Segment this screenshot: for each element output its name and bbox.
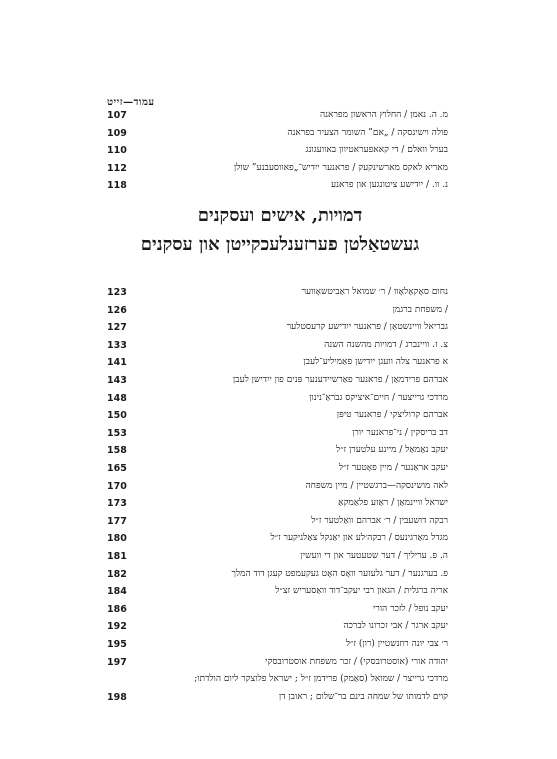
toc-entry-text: דב בריסקין / ני־פראנער יורן — [352, 427, 448, 438]
toc-page-number: 107 — [107, 110, 127, 121]
toc-entry — [107, 637, 448, 652]
toc-page-number: 110 — [107, 145, 127, 156]
toc-page-number: 181 — [107, 551, 127, 562]
toc-page-number: 158 — [107, 445, 127, 457]
toc-entry-text: יעקב נאַמאַל / מיינע עלטערן ז״ל — [336, 445, 448, 456]
toc-page-number: 153 — [107, 427, 127, 439]
toc-page-number: 177 — [107, 515, 127, 527]
toc-entry — [107, 178, 448, 193]
toc-entry-text: יעקב נופל / לזכר הורי — [372, 603, 448, 614]
toc-page-number: 184 — [107, 586, 127, 598]
toc-entry-text: מ. ה. נאמן / החלוץ הראשון מפראנה — [319, 110, 448, 120]
section-title-yiddish: געשטאַלטן פערזענלעכקייטן און עסקנים — [140, 234, 420, 255]
toc-page-number: 195 — [107, 639, 127, 650]
toc-entry — [107, 426, 448, 441]
toc-entry — [107, 391, 448, 406]
toc-page-number: 180 — [107, 533, 127, 545]
toc-entry — [107, 496, 448, 511]
toc-entry — [107, 619, 448, 634]
toc-page-number: 192 — [107, 621, 127, 633]
toc-entry-text: ה. פ. עריליך / דער שטעטער און די וועשין — [300, 551, 448, 561]
toc-entry-text: פולה וישינסקה / „אם” השומר הצעיר בפראנה — [287, 127, 448, 138]
toc-entry-text: אברהם קרוליצקי / פראנער טיפּן — [336, 410, 448, 421]
toc-entry — [107, 549, 448, 564]
toc-page-number: 165 — [107, 463, 127, 474]
toc-entry — [107, 514, 448, 529]
toc-entry-text: יעקב אראַנער / מיין פאָטער ז״ל — [338, 463, 448, 473]
toc-page-number: 127 — [107, 322, 127, 334]
toc-page-number: 143 — [107, 375, 127, 386]
toc-page-number: 112 — [107, 162, 127, 174]
toc-entry-text: בערל וואלם / די קאאפעראטיוון באוועגונג — [305, 145, 448, 155]
toc-page-number: 182 — [107, 568, 127, 580]
toc-entry — [107, 126, 448, 141]
toc-page-number: 150 — [107, 410, 127, 422]
toc-entry — [107, 655, 448, 670]
toc-entry-text: קוים לדמותו של שמחה בינם בר־שלום ; ראובן דן — [278, 691, 448, 702]
toc-page-number: 141 — [107, 357, 127, 369]
toc-entry-text: לאה מושינסקה—ברגשטיין / מיין משפּחה — [305, 480, 448, 491]
toc-entry — [107, 690, 448, 705]
toc-entry-text: יעקב ארגר / אבי זכרונו לברכה — [343, 621, 448, 632]
toc-entry — [107, 285, 448, 300]
toc-entry — [107, 584, 448, 599]
toc-entry-text: א פראנער צלה וועגן ייִדישן פאַמיליע־לעבן — [303, 357, 448, 368]
toc-entry — [107, 161, 448, 176]
toc-entry — [107, 303, 448, 318]
toc-page-number: 109 — [107, 127, 127, 139]
toc-entry — [107, 602, 448, 617]
toc-entry — [107, 443, 448, 458]
toc-entry-text: נחום סאָקאָלאָוו / ר׳ שמואל ראַביטשאָווער — [301, 287, 448, 297]
toc-page-number: 173 — [107, 498, 127, 510]
toc-entry — [107, 373, 448, 388]
toc-entry-text: רבקה דושעבין / ר׳ אברהם וואַלטער ז״ל — [311, 515, 448, 526]
toc-entry — [107, 143, 448, 158]
toc-entry — [107, 338, 448, 353]
toc-page-number: 123 — [107, 287, 127, 298]
section-title-hebrew: דמויות, אישים ועסקנים — [197, 205, 363, 226]
toc-entry-text: פ. בערגנער / דער גלעזער וואָס האָט געקעמפט קעגן דוד המלך — [231, 568, 448, 579]
toc-entry-text: מרדכי גרייצר / שמואל (סאַמק) פרידמן ז״ל ; ישראל פלוצקר ליום הולדתו; — [194, 674, 448, 685]
toc-entry-text: מגדל מאַרגינעס / רבקה׳לע און יאַנקל צאַלניקער ז״ל — [270, 533, 448, 544]
toc-entry-text: מאריא לאקס מארשינקעק / פראנער ייִדיש־„פאווסעבנע” שולן — [233, 162, 448, 173]
toc-page-number: 126 — [107, 304, 127, 316]
toc-entry-text: אריה ברגלית / הגאון רבי יעקב־דוד וואַסעריש זצ״ל — [275, 586, 448, 597]
toc-entry-text: גבריאל וויינשטאַן / פראנער ייִדישע קרעסטלער — [286, 322, 448, 333]
toc-entry-text: נ. וו. / ייִדישע ציטונגען און פראנע — [331, 180, 448, 190]
toc-page-number: 186 — [107, 603, 127, 615]
toc-entry-text: / משפחת ברגמן — [392, 304, 448, 315]
toc-entry — [107, 355, 448, 370]
toc-page-number: 198 — [107, 691, 127, 703]
toc-page-number: 197 — [107, 656, 127, 668]
toc-entry — [107, 320, 448, 335]
toc-entry-text: יהודה אורי (אוסטרובסקי) / זכר משפחת אוסטרובסקי — [265, 656, 448, 667]
toc-entry-text: ר׳ צבי יונה רוזנשטיין (רון) ז״ל — [345, 639, 448, 649]
toc-entry-text: צ. ז. וויינברג / דמויות מהשנה השנה — [324, 339, 448, 350]
page-column-header: עמוד—זייט — [107, 97, 155, 108]
toc-page-number: 148 — [107, 392, 127, 404]
toc-page-number: 170 — [107, 480, 127, 492]
toc-entry — [107, 531, 448, 546]
toc-entry — [107, 567, 448, 582]
toc-entry-text: אברהם פרידמאַן / פראנער פאַרשיידענער פּנים פון ייִדישן לעבן — [232, 375, 448, 385]
toc-entry — [107, 108, 448, 123]
toc-entry — [107, 672, 448, 687]
toc-entry — [107, 408, 448, 423]
toc-page-number: 133 — [107, 339, 127, 351]
toc-page-number: 118 — [107, 180, 127, 191]
toc-entry — [107, 461, 448, 476]
toc-entry-text: מרדכי גרייצער / חיים־איציקס גבראַ־נינון — [309, 392, 448, 403]
toc-entry — [107, 479, 448, 494]
toc-entry-text: ישראל וויינמאַן / ראַזע פלאַמקאַ — [338, 498, 448, 509]
